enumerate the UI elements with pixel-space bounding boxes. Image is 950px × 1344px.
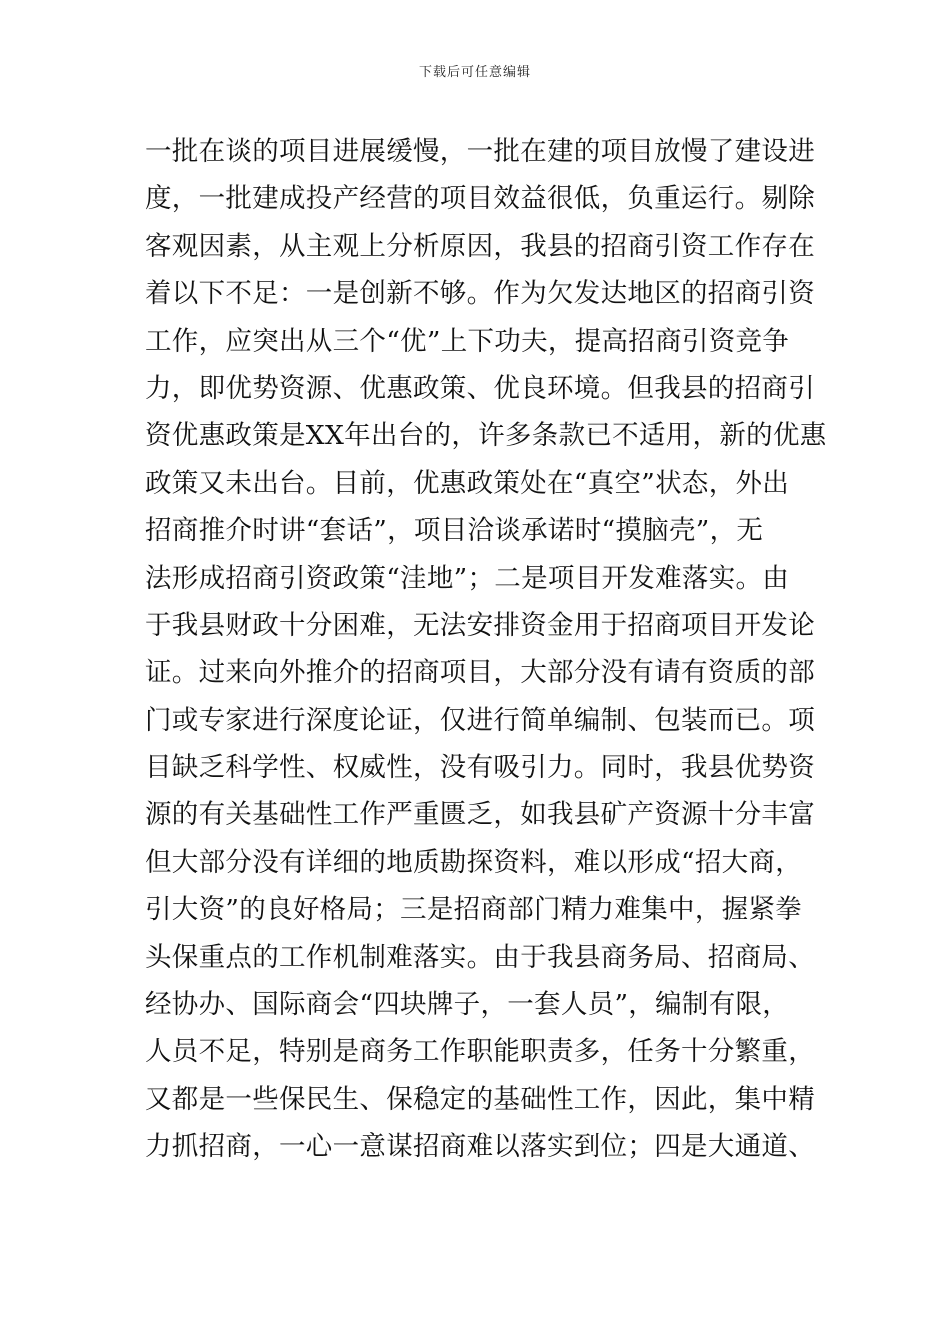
text-line: 法形成招商引资政策“洼地”；二是项目开发难落实。由	[145, 562, 790, 594]
text-line: 客观因素，从主观上分析原因，我县的招商引资工作存在	[145, 230, 815, 262]
text-line: 力，即优势资源、优惠政策、优良环境。但我县的招商引	[145, 372, 815, 404]
text-line: 资优惠政策是XX年出台的，许多条款已不适用，新的优惠	[145, 420, 827, 452]
text-line: 又都是一些保民生、保稳定的基础性工作，因此，集中精	[145, 1083, 815, 1115]
text-line: 一批在谈的项目进展缓慢，一批在建的项目放慢了建设进	[145, 136, 815, 167]
text-line: 门或专家进行深度论证，仅进行简单编制、包装而已。项	[145, 704, 815, 736]
text-line: 目缺乏科学性、权威性，没有吸引力。同时，我县优势资	[145, 752, 815, 784]
text-line: 证。过来向外推介的招商项目，大部分没有请有资质的部	[145, 657, 815, 689]
text-line: 经协办、国际商会“四块牌子，一套人员”，编制有限，	[145, 989, 790, 1021]
text-line: 源的有关基础性工作严重匮乏，如我县矿产资源十分丰富	[145, 799, 815, 831]
page-header: 下载后可任意编辑	[418, 65, 531, 80]
text-line: 于我县财政十分困难，无法安排资金用于招商项目开发论	[145, 609, 815, 641]
body-paragraph	[145, 128, 825, 1171]
text-line: 工作，应突出从三个“优”上下功夫，提高招商引资竞争	[145, 325, 790, 357]
text-line: 力抓招商，一心一意谋招商难以落实到位；四是大通道、	[145, 1131, 815, 1163]
text-line: 头保重点的工作机制难落实。由于我县商务局、招商局、	[145, 941, 815, 973]
text-line: 人员不足，特别是商务工作职能职责多，任务十分繁重，	[145, 1036, 815, 1068]
text-line: 引大资”的良好格局；三是招商部门精力难集中，握紧拳	[145, 894, 803, 926]
text-line: 度，一批建成投产经营的项目效益很低，负重运行。剔除	[145, 183, 815, 215]
text-line: 招商推介时讲“套话”，项目洽谈承诺时“摸脑壳”，无	[145, 515, 764, 547]
text-line: 但大部分没有详细的地质勘探资料，难以形成“招大商，	[145, 846, 803, 878]
text-line: 政策又未出台。目前，优惠政策处在“真空”状态，外出	[145, 467, 790, 499]
text-line: 着以下不足：一是创新不够。作为欠发达地区的招商引资	[145, 278, 815, 310]
